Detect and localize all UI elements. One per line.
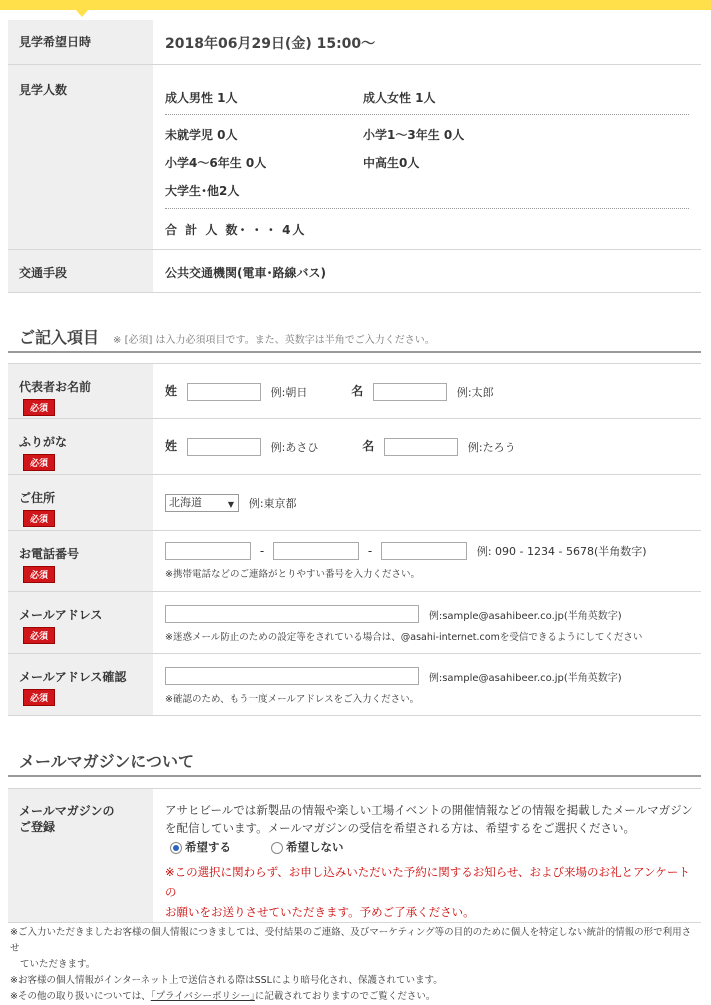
kana-first-label: 名 xyxy=(362,439,375,453)
email-input[interactable] xyxy=(165,605,419,623)
email-confirm-example: 例:sample@asahibeer.co.jp(半角英数字) xyxy=(428,672,622,684)
prefecture-select[interactable] xyxy=(165,494,239,512)
magazine-label-2: ご登録 xyxy=(19,820,56,834)
phone-example: 例: 090 - 1234 - 5678(半角数字) xyxy=(476,545,647,558)
address-label: ご住所 xyxy=(19,491,56,505)
name-label: 代表者お名前 xyxy=(19,380,92,394)
magazine-warning: ※この選択に関わらず、お申し込みいただいた予約に関するお知らせ、および来場のお礼とアンケートの xyxy=(165,865,690,899)
required-badge: 必須 xyxy=(23,454,55,471)
elem-1-3: 小学1～3年生 0人 xyxy=(363,127,465,142)
kana-last-example: 例:あさひ xyxy=(270,440,319,454)
divider xyxy=(165,208,689,209)
kana-label: ふりがな xyxy=(19,435,68,449)
prefecture-value: 北海道 xyxy=(169,496,202,509)
top-banner-bar xyxy=(0,0,711,10)
banner-pointer xyxy=(76,10,88,17)
entry-section-title: ご記入項目 xyxy=(19,328,100,347)
address-example: 例:東京都 xyxy=(248,497,297,510)
phone-input-1[interactable] xyxy=(165,542,251,560)
required-badge: 必須 xyxy=(23,399,55,416)
magazine-description: アサヒビールでは新製品の情報や楽しい工場イベントの開催情報などの情報を掲載したメールマガジン xyxy=(165,803,693,817)
magazine-section-title: メールマガジンについて xyxy=(19,752,194,771)
preschool: 未就学児 0人 xyxy=(165,127,238,142)
magazine-yes-radio[interactable] xyxy=(170,842,182,854)
elem-4-6: 小学4～6年生 0人 xyxy=(165,155,267,170)
phone-label: お電話番号 xyxy=(19,547,80,561)
first-name-example: 例:太郎 xyxy=(456,385,494,399)
last-name-input[interactable] xyxy=(187,383,261,401)
magazine-description-2: を配信しています。メールマガジンの受信を希望される方は、希望するをご選択ください。 xyxy=(165,821,636,835)
entry-section-subtitle: ※ [必須] は入力必須項目です。また、英数字は半角でご入力ください。 xyxy=(113,335,435,346)
required-badge: 必須 xyxy=(23,627,55,644)
entry-form-table xyxy=(8,363,701,716)
required-badge: 必須 xyxy=(23,689,55,706)
adult-male: 成人男性 1人 xyxy=(165,90,238,105)
privacy-policy-link[interactable]: ｢プライバシーポリシー｣ xyxy=(150,991,255,1002)
first-name-input[interactable] xyxy=(373,383,447,401)
date-label: 見学希望日時 xyxy=(8,20,153,64)
email-example: 例:sample@asahibeer.co.jp(半角英数字) xyxy=(428,610,622,622)
phone-input-3[interactable] xyxy=(381,542,467,560)
last-name-example: 例:朝日 xyxy=(270,385,308,399)
email-confirm-input[interactable] xyxy=(165,667,419,685)
privacy-note-1b: ていただきます。 xyxy=(20,959,96,970)
total-count: 合 計 人 数･ ･ ･ 4人 xyxy=(165,222,307,237)
kana-first-example: 例:たろう xyxy=(467,440,516,454)
privacy-note-1: ※ご入力いただきましたお客様の個人情報につきましては、受付結果のご連絡、及びマーケティング等の目的のために個人を特定しない統計的情報の形で利用させ xyxy=(10,927,692,954)
divider xyxy=(165,114,689,115)
phone-input-2[interactable] xyxy=(273,542,359,560)
visit-info-table xyxy=(8,20,701,293)
email-note: ※迷惑メール防止のための設定等をされている場合は、@asahi-internet.comを受信できるようにしてください xyxy=(165,632,643,643)
last-name-label: 姓 xyxy=(165,384,178,398)
entry-section-header xyxy=(8,325,701,353)
chevron-down-icon: ▼ xyxy=(227,500,234,509)
adult-female: 成人女性 1人 xyxy=(363,90,436,105)
university: 大学生･他2人 xyxy=(165,183,240,198)
privacy-footer xyxy=(10,925,700,1005)
people-breakdown xyxy=(165,65,701,249)
required-badge: 必須 xyxy=(23,510,55,527)
magazine-yes-label[interactable]: 希望する xyxy=(185,840,231,854)
magazine-table xyxy=(8,788,701,923)
phone-note: ※携帯電話などのご連絡がとりやすい番号を入力ください。 xyxy=(165,569,420,580)
transport-value: 公共交通機関(電車･路線バス) xyxy=(153,249,701,292)
privacy-note-3: ※その他の取り扱いについては、 xyxy=(10,991,151,1002)
transport-label: 交通手段 xyxy=(8,249,153,292)
phone-separator: - xyxy=(367,543,373,558)
magazine-section-header xyxy=(8,749,701,777)
mail-label: メールアドレス xyxy=(19,608,103,622)
magazine-no-radio[interactable] xyxy=(271,842,283,854)
email-confirm-note: ※確認のため、もう一度メールアドレスをご入力ください。 xyxy=(165,694,420,705)
kana-last-input[interactable] xyxy=(187,438,261,456)
privacy-note-3-end: に記載されておりますのでご覧ください。 xyxy=(254,991,436,1002)
magazine-label: メールマガジンの xyxy=(19,804,115,818)
magazine-warning-2: お願いをお送りさせていただきます。予めご了承ください。 xyxy=(165,905,475,919)
mail-confirm-label: メールアドレス確認 xyxy=(19,670,127,684)
date-value: 2018年06月29日(金) 15:00～ xyxy=(153,20,701,64)
phone-separator: - xyxy=(259,543,265,558)
privacy-note-2: ※お客様の個人情報がインターネット上で送信される際はSSLにより暗号化され、保護されています。 xyxy=(10,975,443,986)
people-label: 見学人数 xyxy=(8,64,153,249)
magazine-no-label[interactable]: 希望しない xyxy=(286,840,344,854)
kana-last-label: 姓 xyxy=(165,439,178,453)
junior-high: 中高生0人 xyxy=(363,155,420,170)
first-name-label: 名 xyxy=(351,384,364,398)
kana-first-input[interactable] xyxy=(384,438,458,456)
required-badge: 必須 xyxy=(23,566,55,583)
